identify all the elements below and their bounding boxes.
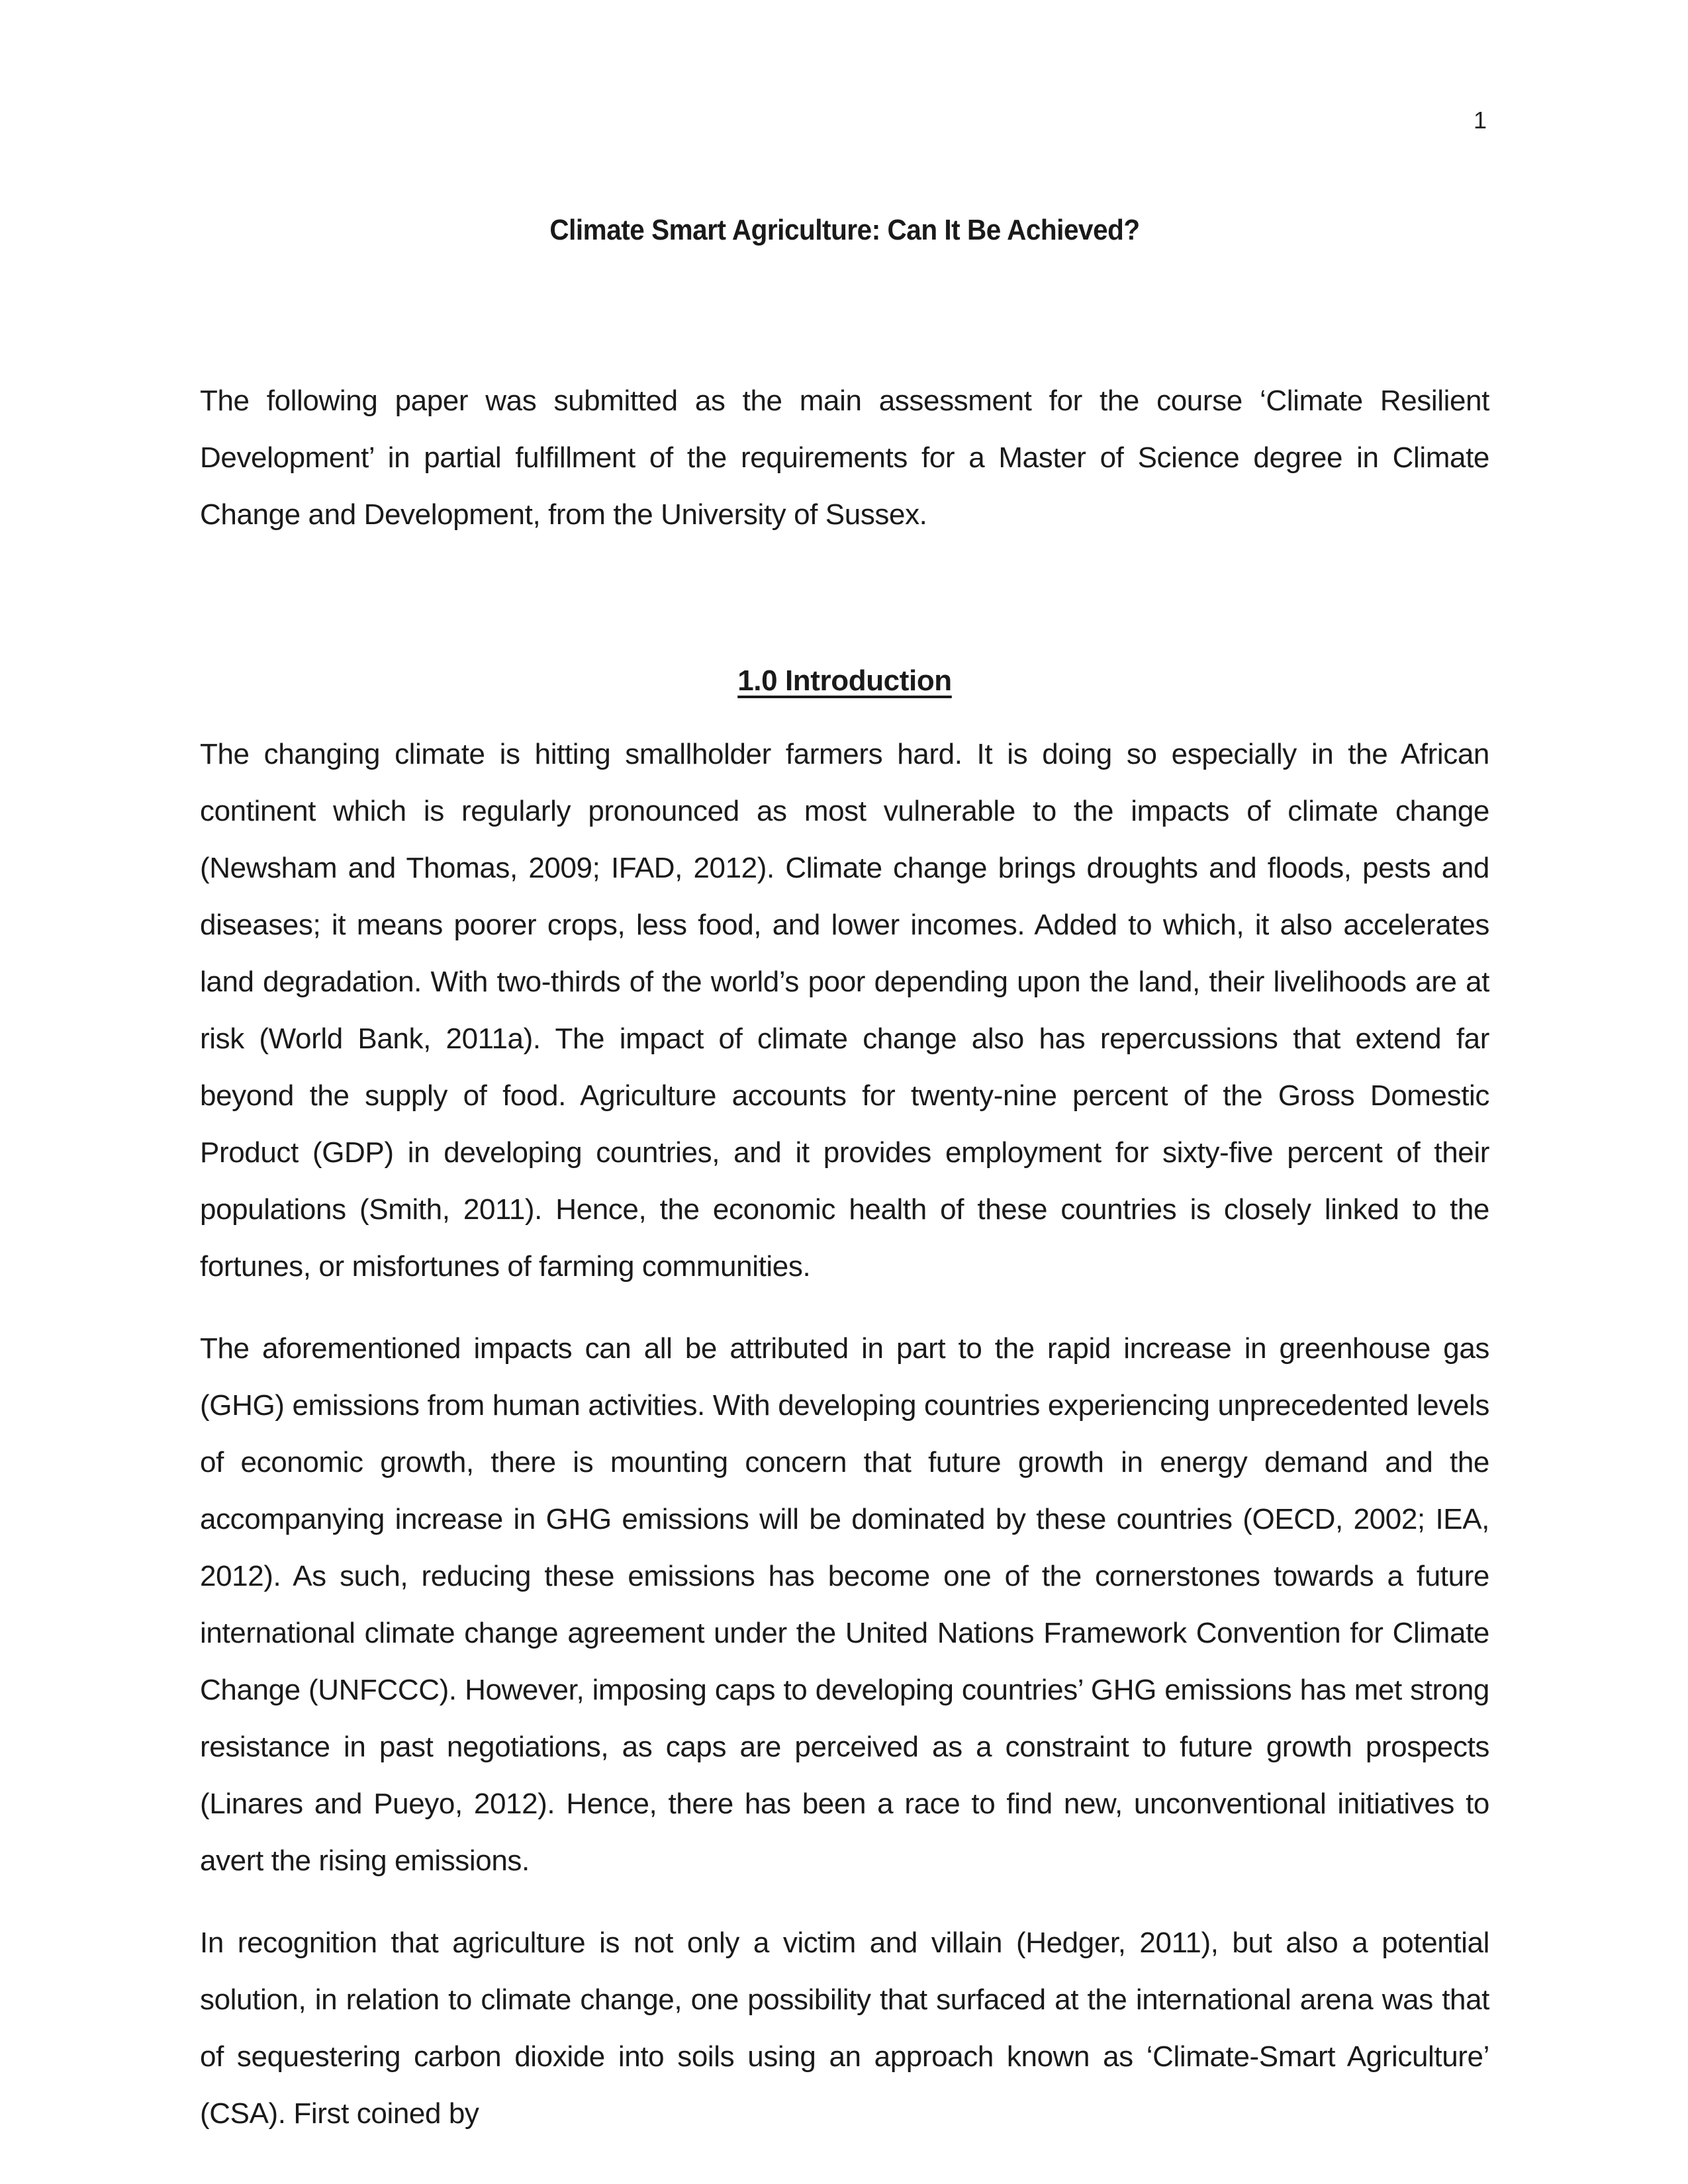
introduction-paragraph-1: The changing climate is hitting smallholder farmers hard. It is doing so especially in the African continent which is regularly pronounced as most vulnerable to the impacts of climate change (Newsham and Thomas, 2009; IFAD, 2012). Climate change brings droughts and floods, pests and diseases; it means poorer crops, less food, and lower incomes. Added to which, it also accelerates land degradation. With two-thirds of the world’s poor depending upon the land, their livelihoods are at risk (World Bank, 2011a). The impact of climate change also has repercussions that extend far beyond the supply of food. Agriculture accounts for twenty-nine percent of the Gross Domestic Product (GDP) in developing countries, and it provides employment for sixty-five percent of their populations (Smith, 2011). Hence, the economic health of these countries is closely linked to the fortunes, or misfortunes of farming communities.: [200, 738, 1489, 1283]
submission-note: The following paper was submitted as the main assessment for the course ‘Climate Resilient Development’ in partial fulfillment of the requirements for a Master of Science degree in Climate Change and Development, from the University of Sussex.: [200, 385, 1489, 531]
page-number: 1: [1473, 107, 1487, 134]
paper-title: Climate Smart Agriculture: Can It Be Achieved?: [549, 214, 1140, 246]
section-heading-introduction: 1.0 Introduction: [737, 664, 952, 697]
document-content: [200, 210, 1489, 2142]
introduction-paragraph-3: In recognition that agriculture is not only a victim and villain (Hedger, 2011), but also a potential solution, in relation to climate change, one possibility that surfaced at the international arena was that of sequestering carbon dioxide into soils using an approach known as ‘Climate-Smart Agriculture’ (CSA). First coined by: [200, 1927, 1489, 2130]
introduction-paragraph-2: The aforementioned impacts can all be attributed in part to the rapid increase in greenhouse gas (GHG) emissions from human activities. With developing countries experiencing unprecedented levels of economic growth, there is mounting concern that future growth in energy demand and the accompanying increase in GHG emissions will be dominated by these countries (OECD, 2002; IEA, 2012). As such, reducing these emissions has become one of the cornerstones towards a future international climate change agreement under the United Nations Framework Convention for Climate Change (UNFCCC). However, imposing caps to developing countries’ GHG emissions has met strong resistance in past negotiations, as caps are perceived as a constraint to future growth prospects (Linares and Pueyo, 2012). Hence, there has been a race to find new, unconventional initiatives to avert the rising emissions.: [200, 1332, 1489, 1877]
